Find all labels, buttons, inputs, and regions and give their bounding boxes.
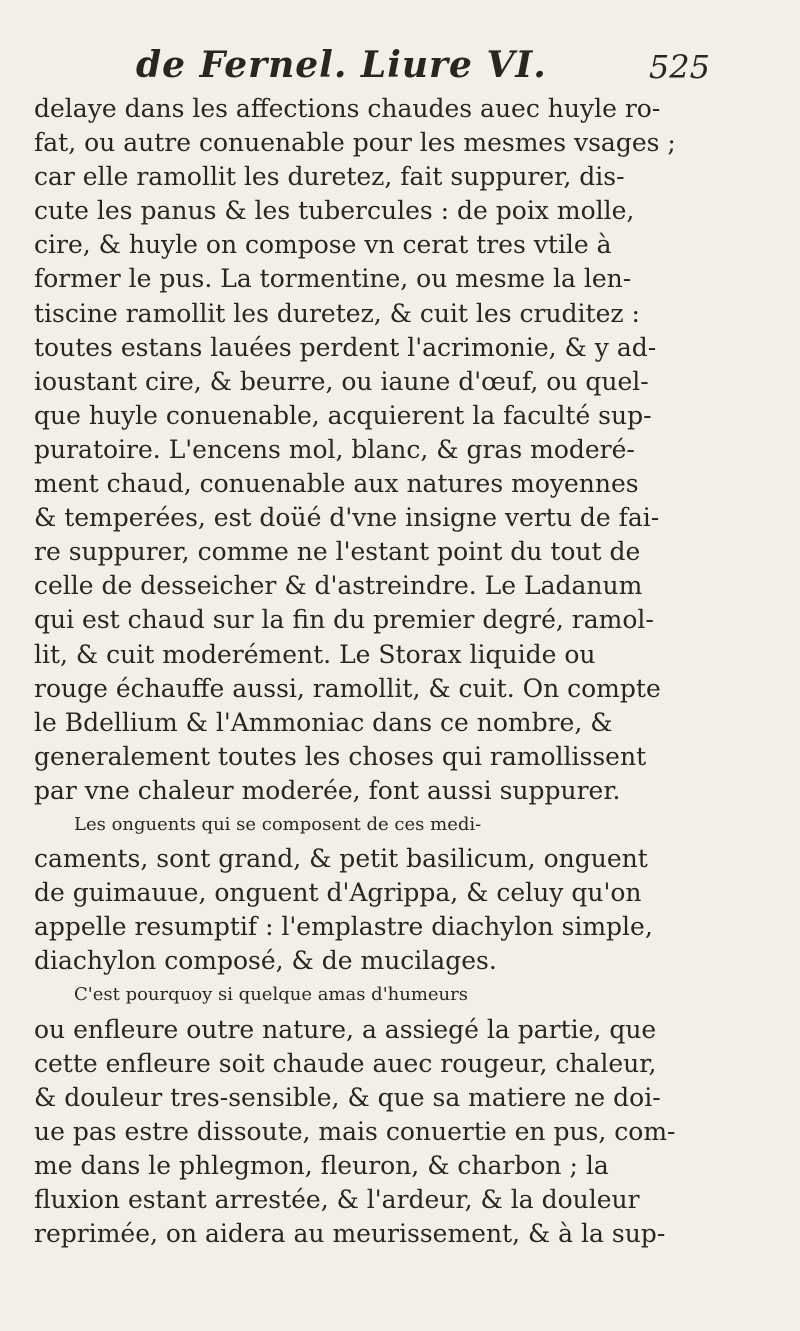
text-line: reprimée, on aidera au meurissement, & à la sup- <box>34 1219 666 1249</box>
text-line: former le pus. La tormentine, ou mesme la len- <box>34 264 632 294</box>
text-line: le Bdellium & l'Ammoniac dans ce nombre, & <box>34 707 613 737</box>
text-line: celle de desseicher & d'astreindre. Le Ladanum <box>34 571 643 601</box>
text-line: tiscine ramollit les duretez, & cuit les cruditez : <box>34 298 640 328</box>
text-line: ue pas estre dissoute, mais conuertie en pus, com- <box>34 1116 676 1146</box>
text-line: cette enfleure soit chaude auec rougeur, chaleur, <box>34 1048 657 1078</box>
text-line: & temperées, est doüé d'vne insigne vertu de fai- <box>34 503 660 533</box>
text-line: & douleur tres-sensible, & que sa matiere ne doi- <box>34 1082 661 1112</box>
text-line: cute les panus & les tubercules : de poix molle, <box>34 196 635 226</box>
text-line: me dans le phlegmon, fleuron, & charbon ; la <box>34 1150 609 1180</box>
text-line: caments, sont grand, & petit basilicum, onguent <box>34 844 648 874</box>
text-line: delaye dans les affections chaudes auec huyle ro- <box>34 94 661 123</box>
text-line: que huyle conuenable, acquierent la faculté sup- <box>34 400 652 430</box>
page-number: 525 <box>648 48 710 86</box>
text-line: Les onguents qui se composent de ces medi- <box>74 813 482 835</box>
text-line: fluxion estant arrestée, & l'ardeur, & la douleur <box>34 1185 640 1214</box>
text-line: puratoire. L'encens mol, blanc, & gras moderé- <box>34 434 635 464</box>
text-line: generalement toutes les choses qui ramollissent <box>34 741 647 771</box>
page-header <box>120 44 710 94</box>
text-line: cire, & huyle on compose vn cerat tres vtile à <box>34 230 612 260</box>
text-line: rouge échauffe aussi, ramollit, & cuit. On compte <box>34 673 661 703</box>
text-line: ou enfleure outre nature, a assiegé la partie, que <box>34 1014 657 1044</box>
text-line: fat, ou autre conuenable pour les mesmes vsages ; <box>34 128 676 158</box>
body-text <box>34 92 734 1251</box>
text-line: lit, & cuit moderément. Le Storax liquide ou <box>34 639 596 669</box>
text-line: par vne chaleur moderée, font aussi suppurer. <box>34 775 621 805</box>
text-line: qui est chaud sur la fin du premier degré, ramol- <box>34 605 654 635</box>
text-line: de guimauue, onguent d'Agrippa, & celuy qu'on <box>34 878 642 908</box>
text-line: ment chaud, conuenable aux natures moyennes <box>34 469 639 499</box>
text-line: car elle ramollit les duretez, fait suppurer, dis- <box>34 162 625 192</box>
text-line: re suppurer, comme ne l'estant point du tout de <box>34 537 641 567</box>
text-line: appelle resumptif : l'emplastre diachylon simple, <box>34 912 653 942</box>
running-title: de Fernel. Liure VI. <box>136 44 547 86</box>
text-line: toutes estans lauées perdent l'acrimonie, & y ad- <box>34 332 657 362</box>
text-line: C'est pourquoy si quelque amas d'humeurs <box>74 984 468 1006</box>
text-line: diachylon composé, & de mucilages. <box>34 946 497 976</box>
text-line: ioustant cire, & beurre, ou iaune d'œuf, ou quel- <box>34 366 649 396</box>
